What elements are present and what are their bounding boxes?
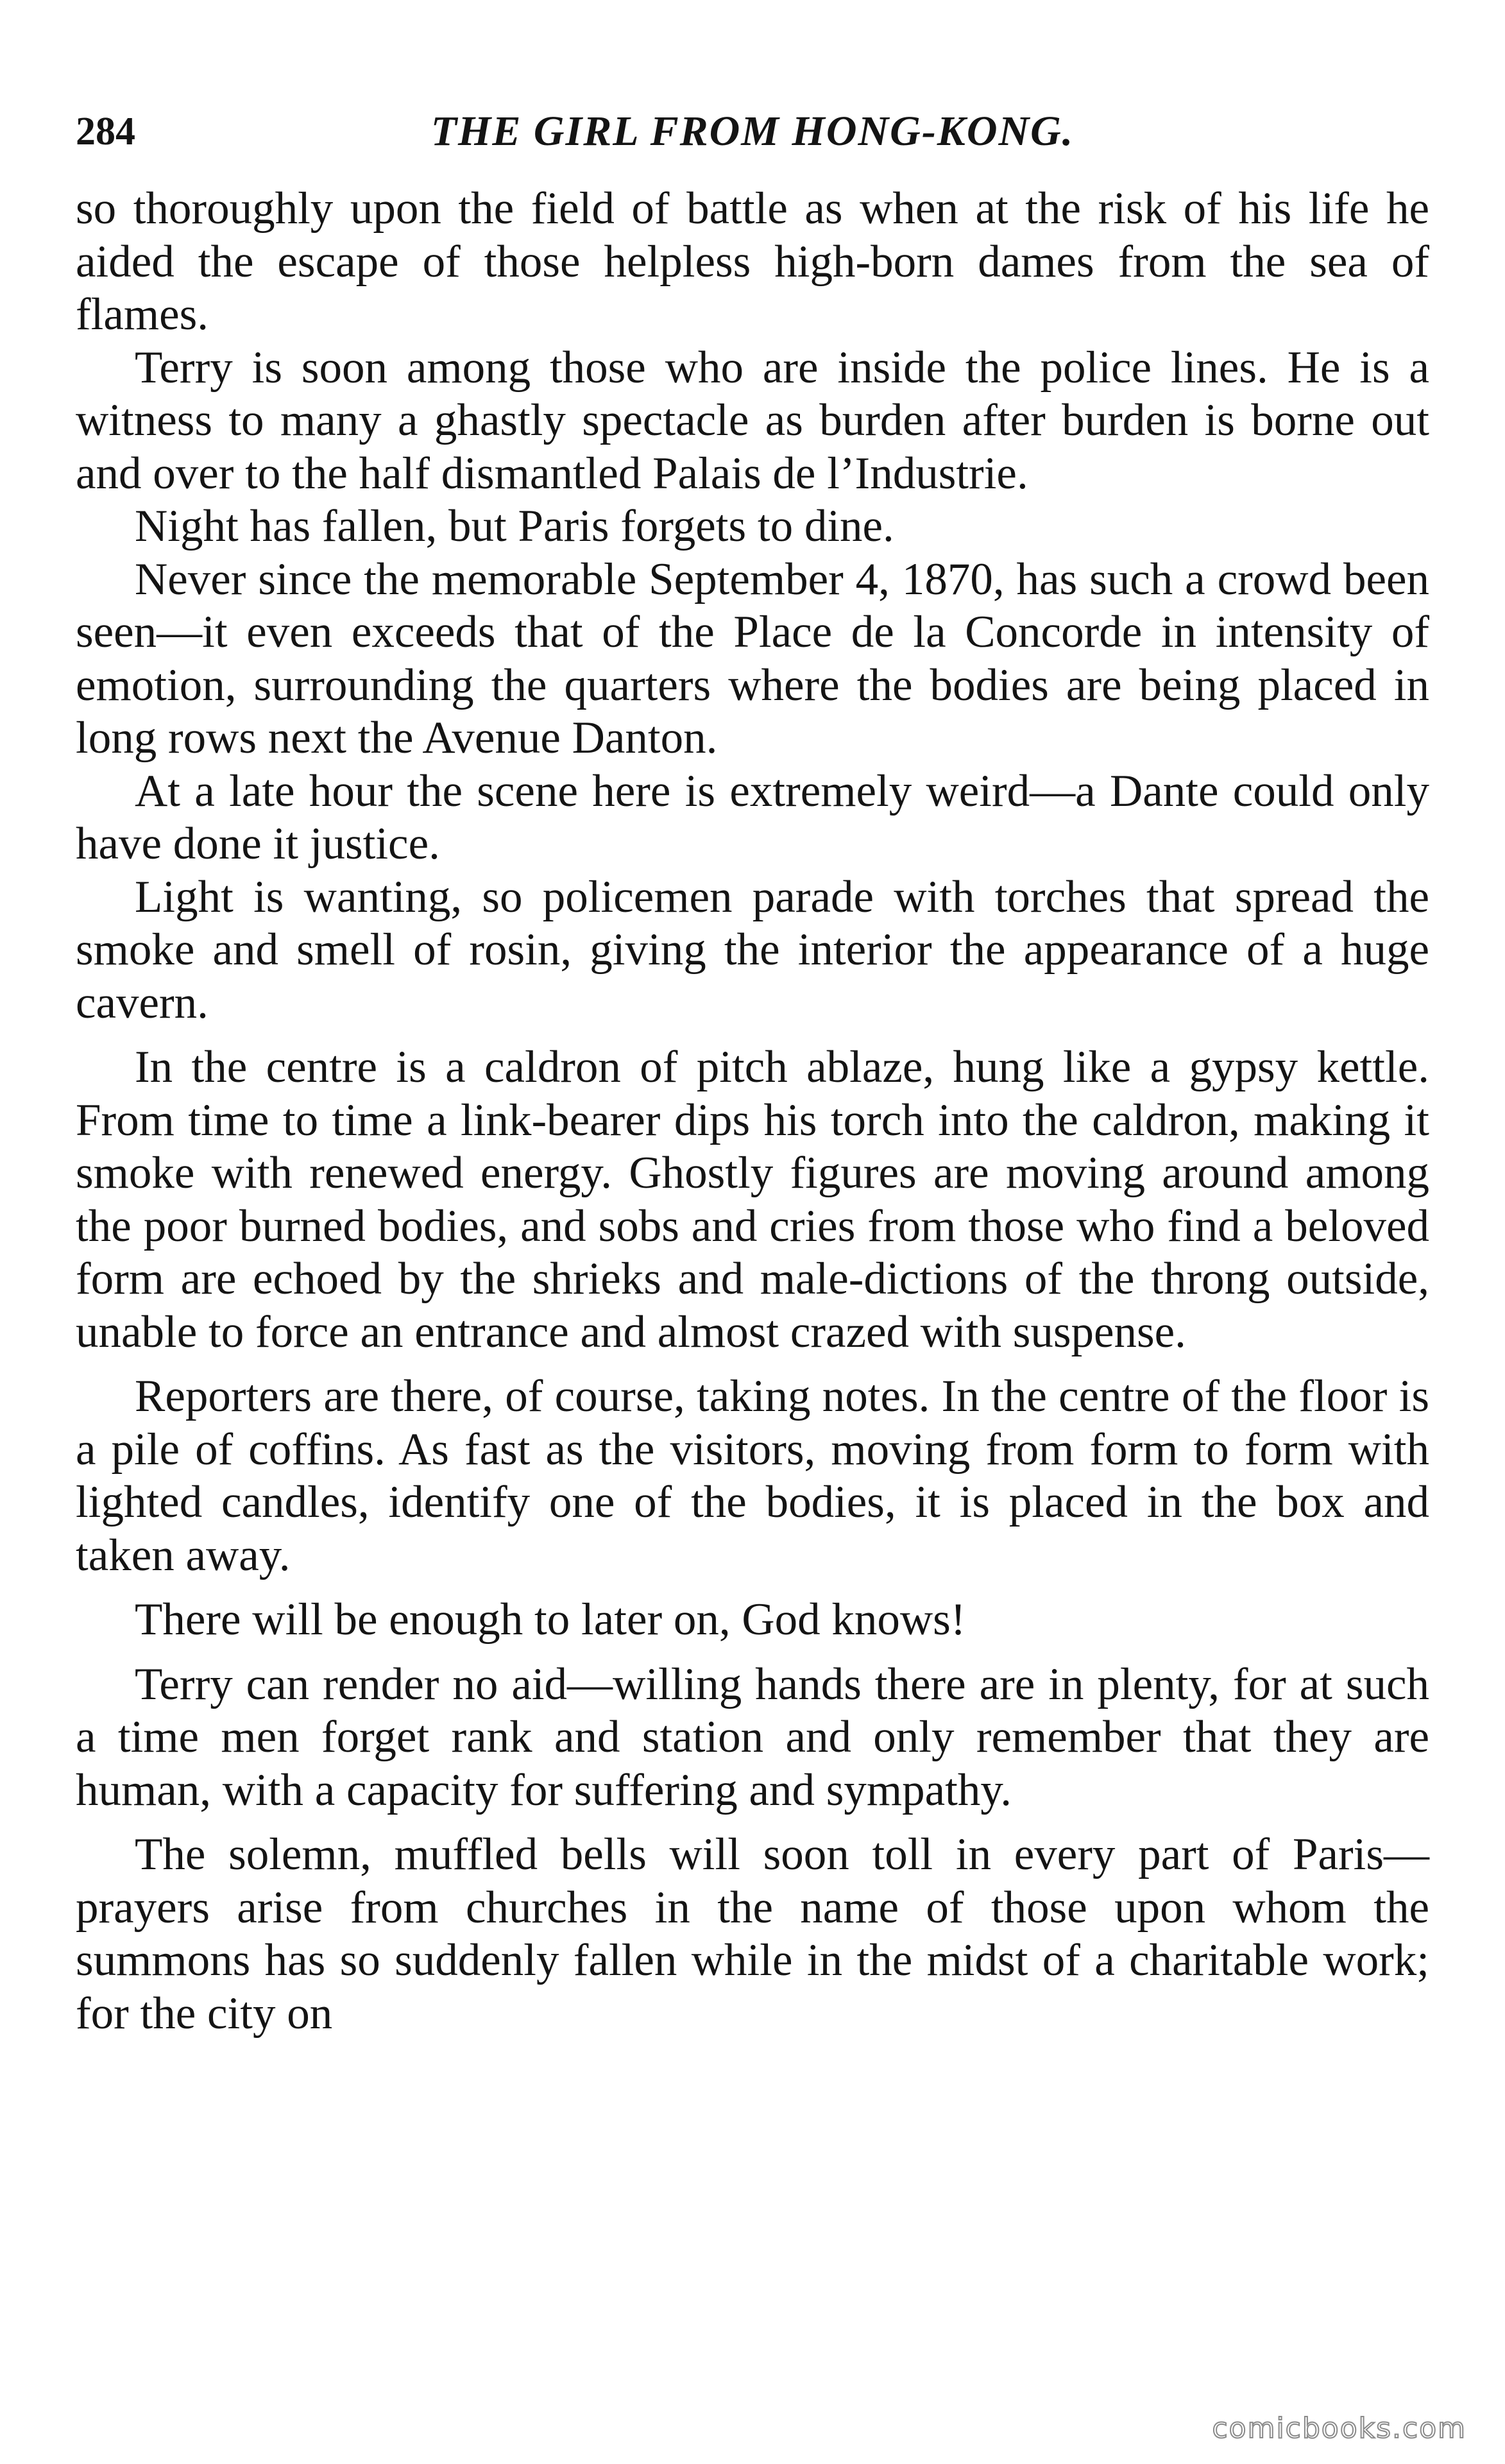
paragraph-5: At a late hour the scene here is extremely weird—a Dante could only have done it justice. [76,766,1429,869]
paragraph-9: There will be enough to later on, God knows! [135,1595,966,1645]
paragraph-1: so thoroughly upon the field of battle as when at the risk of his life he aided the escape of those helpless high-born dames from the sea of flames. [76,184,1429,339]
body-text [76,182,1429,2040]
paragraph-8: Reporters are there, of course, taking notes. In the centre of the floor is a pile of coffins. As fast as the visitors, moving from form to form with lighted candles, identify one of the bodies, it is placed in the box and taken away. [76,1371,1429,1580]
paragraph-4: Never since the memorable September 4, 1870, has such a crowd been seen—it even exceeds that of the Place de la Concorde in intensity of emotion, surrounding the quarters where the bodies are being placed in long rows next the Avenue Danton. [76,554,1429,763]
page-header [76,103,1429,160]
watermark: comicbooks.com [1212,2412,1467,2445]
paragraph-7: In the centre is a caldron of pitch ablaze, hung like a gypsy kettle. From time to time a link-bearer dips his torch into the caldron, making it smoke with renewed energy. Ghostly figures are moving around among the poor burned bodies, and sobs and cries from those who find a beloved form are echoed by the shrieks and male-dictions of the throng outside, unable to force an entrance and almost crazed with suspense. [76,1042,1429,1357]
paragraph-6: Light is wanting, so policemen parade with torches that spread the smoke and smell of rosin, giving the interior the appearance of a huge cavern. [76,871,1429,1028]
page-number: 284 [76,110,135,153]
running-title: THE GIRL FROM HONG-KONG. [430,108,1075,155]
book-page [76,103,1429,2040]
paragraph-2: Terry is soon among those who are inside the police lines. He is a witness to many a ghastly spectacle as burden after burden is borne out and over to the half dismantled Palais de l’Industrie. [76,342,1429,499]
paragraph-11: The solemn, muffled bells will soon toll in every part of Paris—prayers arise from churches in the name of those upon whom the summons has so suddenly fallen while in the midst of a charitable work; for the city on [76,1829,1429,2039]
paragraph-10: Terry can render no aid—willing hands there are in plenty, for at such a time men forget rank and station and only remember that they are human, with a capacity for suffering and sympathy. [76,1659,1429,1815]
paragraph-3: Night has fallen, but Paris forgets to dine. [135,501,894,551]
